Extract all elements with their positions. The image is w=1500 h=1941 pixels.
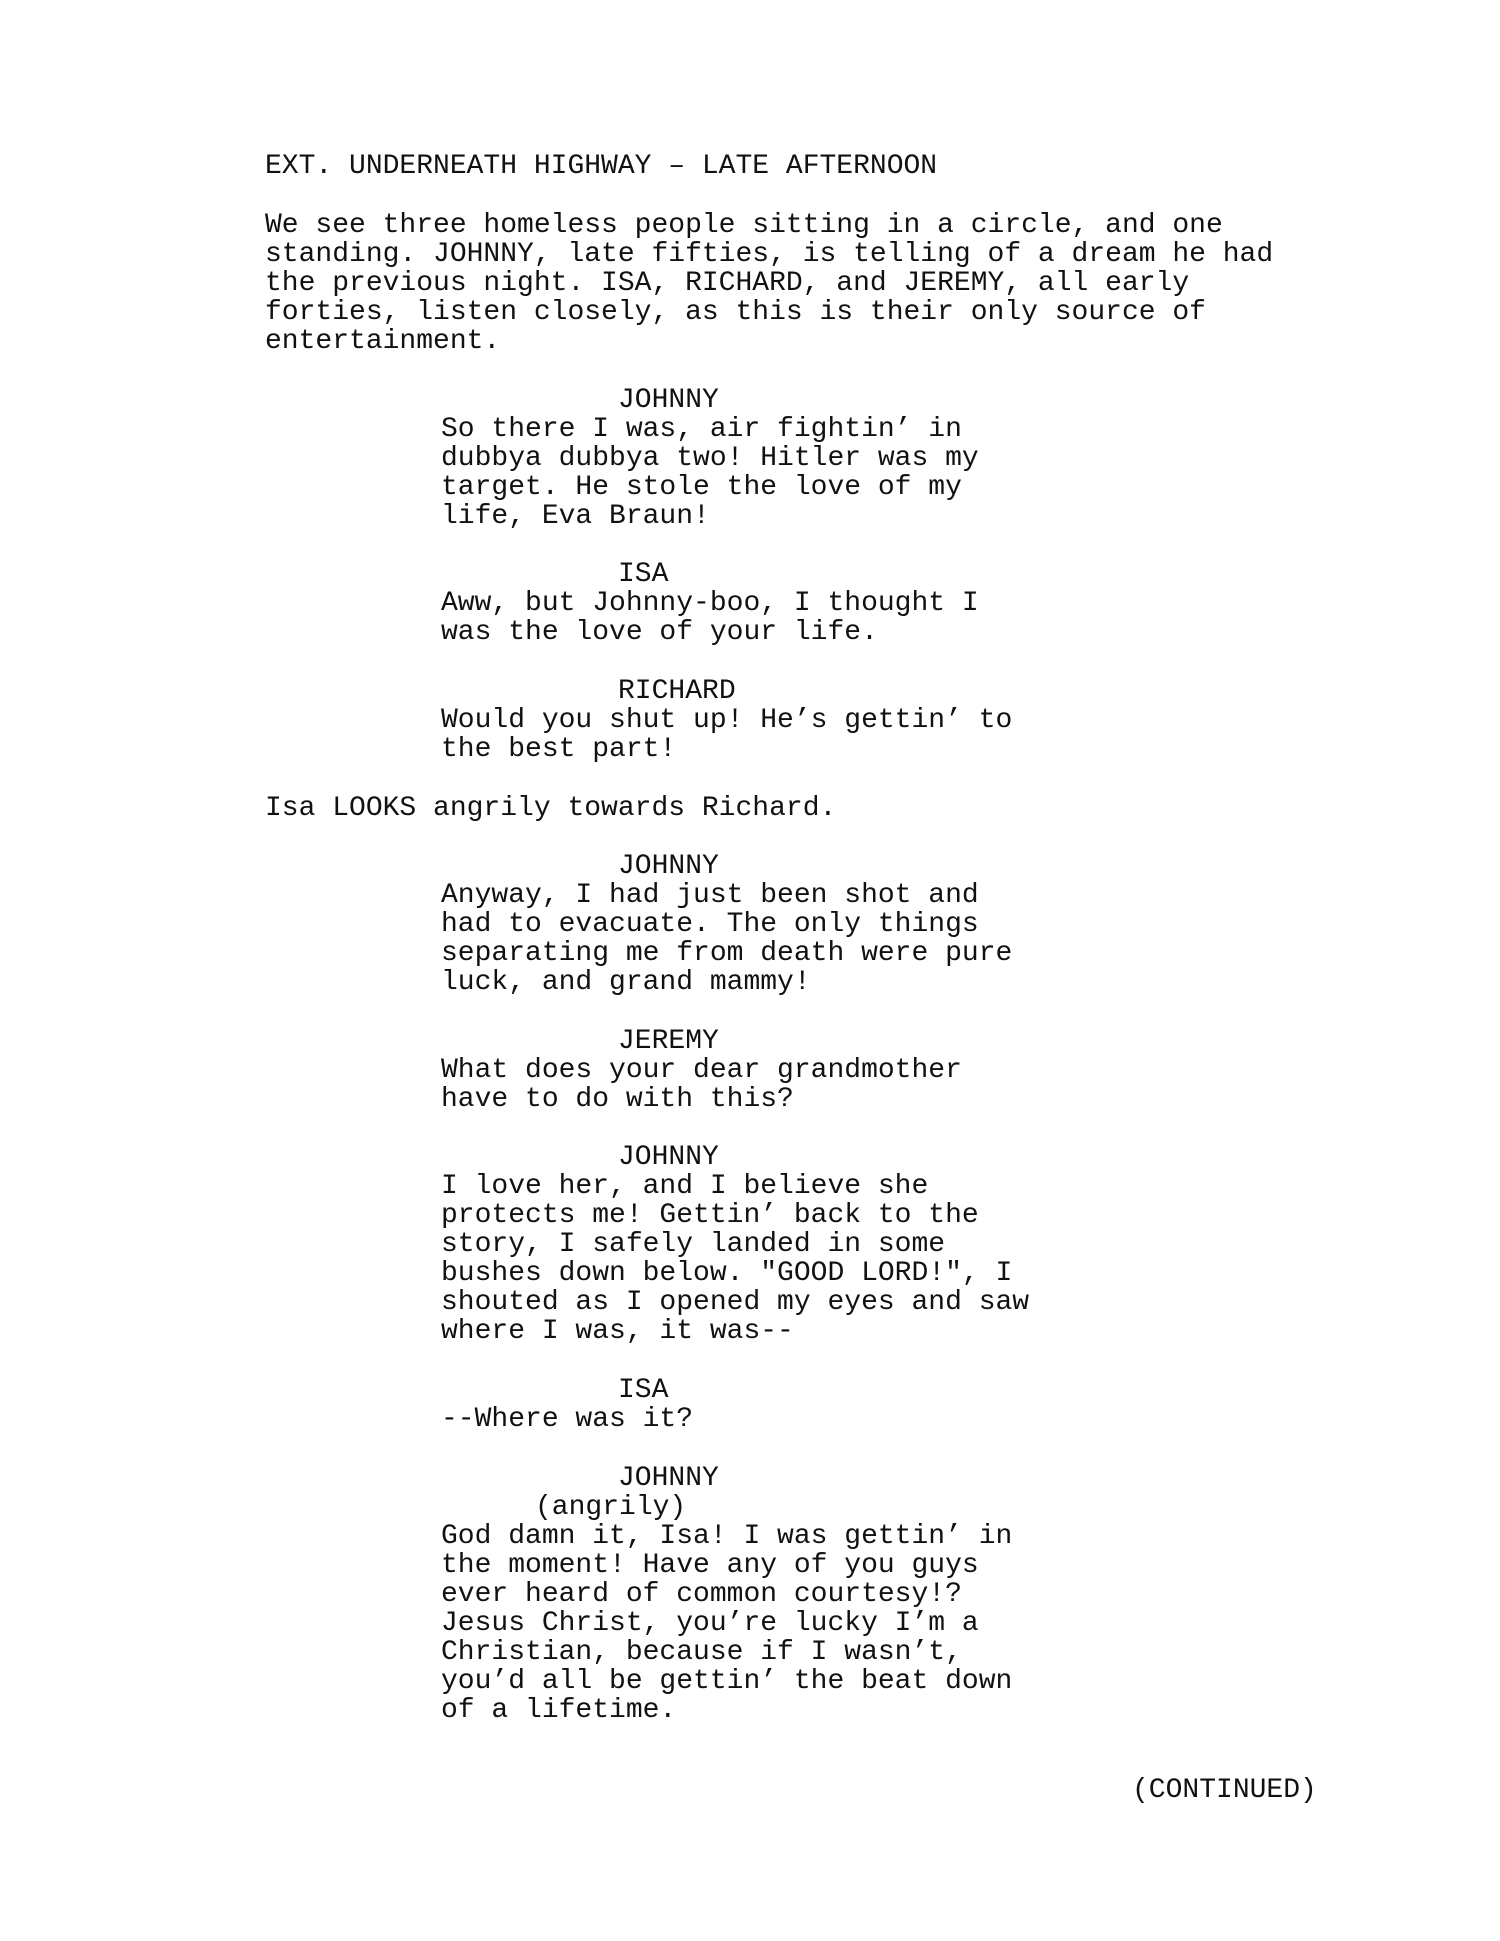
dialogue-line: you’d all be gettin’ the beat down xyxy=(441,1666,1013,1697)
dialogue-line: life, Eva Braun! xyxy=(441,501,710,532)
dialogue-line: God damn it, Isa! I was gettin’ in xyxy=(441,1521,1013,1552)
action-line: Isa LOOKS angrily towards Richard. xyxy=(265,793,837,824)
character-name: JOHNNY xyxy=(618,1463,719,1494)
dialogue-line: where I was, it was-- xyxy=(441,1316,794,1347)
dialogue-line: separating me from death were pure xyxy=(441,938,1013,969)
continued-marker: (CONTINUED) xyxy=(1132,1775,1317,1806)
action-line: standing. JOHNNY, late fifties, is telling of a dream he had xyxy=(265,239,1274,270)
character-name: JOHNNY xyxy=(618,851,719,882)
action-line: entertainment. xyxy=(265,326,501,357)
dialogue-line: protects me! Gettin’ back to the xyxy=(441,1200,979,1231)
dialogue-line: --Where was it? xyxy=(441,1404,694,1435)
dialogue-line: Jesus Christ, you’re lucky I’m a xyxy=(441,1608,979,1639)
character-name: JOHNNY xyxy=(618,385,719,416)
dialogue-line: of a lifetime. xyxy=(441,1695,677,1726)
dialogue-line: Anyway, I had just been shot and xyxy=(441,880,979,911)
scene-heading: EXT. UNDERNEATH HIGHWAY – LATE AFTERNOON xyxy=(265,151,938,182)
dialogue-line: Would you shut up! He’s gettin’ to xyxy=(441,705,1013,736)
character-name: ISA xyxy=(618,1375,669,1406)
dialogue-line: dubbya dubbya two! Hitler was my xyxy=(441,443,979,474)
dialogue-line: story, I safely landed in some xyxy=(441,1229,946,1260)
dialogue-line: had to evacuate. The only things xyxy=(441,909,979,940)
dialogue-line: the best part! xyxy=(441,734,677,765)
dialogue-line: I love her, and I believe she xyxy=(441,1171,929,1202)
dialogue-line: So there I was, air fightin’ in xyxy=(441,414,962,445)
character-name: JEREMY xyxy=(618,1026,719,1057)
dialogue-line: Aww, but Johnny-boo, I thought I xyxy=(441,588,979,619)
dialogue-line: target. He stole the love of my xyxy=(441,472,962,503)
dialogue-line: Christian, because if I wasn’t, xyxy=(441,1637,962,1668)
action-line: We see three homeless people sitting in a circle, and one xyxy=(265,210,1223,241)
dialogue-line: have to do with this? xyxy=(441,1084,794,1115)
dialogue-line: ever heard of common courtesy!? xyxy=(441,1579,962,1610)
dialogue-line: shouted as I opened my eyes and saw xyxy=(441,1287,1030,1318)
dialogue-line: the moment! Have any of you guys xyxy=(441,1550,979,1581)
dialogue-line: was the love of your life. xyxy=(441,617,878,648)
parenthetical: (angrily) xyxy=(535,1492,687,1523)
dialogue-line: bushes down below. "GOOD LORD!", I xyxy=(441,1258,1013,1289)
dialogue-line: What does your dear grandmother xyxy=(441,1055,962,1086)
action-line: forties, listen closely, as this is their only source of xyxy=(265,297,1206,328)
dialogue-line: luck, and grand mammy! xyxy=(441,967,811,998)
character-name: RICHARD xyxy=(618,676,736,707)
character-name: JOHNNY xyxy=(618,1142,719,1173)
action-line: the previous night. ISA, RICHARD, and JEREMY, all early xyxy=(265,268,1190,299)
character-name: ISA xyxy=(618,559,669,590)
